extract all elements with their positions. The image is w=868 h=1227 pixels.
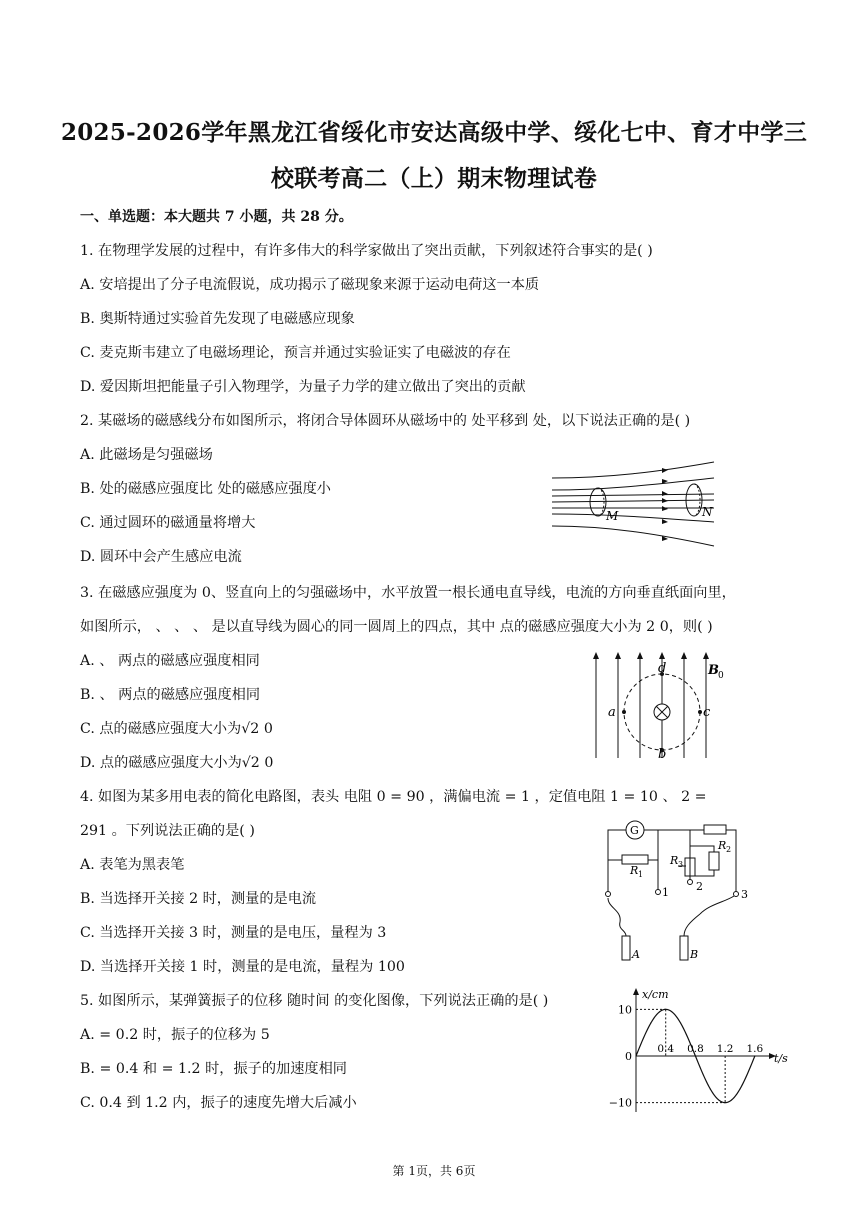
q2-option-d: D. 圆环中会产生感应电流 bbox=[80, 549, 242, 565]
q3-field-wire-figure bbox=[588, 650, 738, 760]
q3-stem-cont: 如图所示， 、 、 、 是以直导线为圆心的同一圆周上的四点，其中 点的磁感应强度大小为 2 0，则( ) bbox=[80, 619, 713, 635]
x-axis-label: t/s bbox=[774, 1052, 788, 1065]
q4-fig-label-probe-a: A bbox=[632, 948, 640, 961]
q4-fig-label-terminal-3: 3 bbox=[741, 888, 748, 901]
x-tick-label: 0.4 bbox=[657, 1043, 675, 1055]
x-tick-label: 0.8 bbox=[687, 1043, 704, 1055]
data-point bbox=[635, 1055, 636, 1056]
data-point bbox=[739, 1088, 740, 1089]
data-point bbox=[754, 1055, 755, 1056]
q3-fig-label-c: c bbox=[703, 705, 711, 720]
q4-fig-label-r1: R bbox=[630, 864, 639, 877]
q1-option-d: D. 爱因斯坦把能量子引入物理学，为量子力学的建立做出了突出的贡献 bbox=[80, 379, 526, 395]
q2-option-a: A. 此磁场是匀强磁场 bbox=[80, 447, 213, 463]
page-title-line1: 2025-2026学年黑龙江省绥化市安达高级中学、绥化七中、育才中学三 bbox=[60, 119, 808, 146]
data-point bbox=[680, 1022, 681, 1023]
q3-fig-label-a: a bbox=[608, 705, 616, 720]
q4-stem: 4. 如图为某多用电表的简化电路图，表头 电阻 0 = 90 ，满偏电流 = 1 ，定值电阻 1 = 10 、 2 = bbox=[80, 789, 707, 805]
page-title-line2: 校联考高二（上）期末物理试卷 bbox=[270, 165, 598, 192]
y-tick-label: 0 bbox=[625, 1050, 632, 1063]
q3-option-d: D. 点的磁感应强度大小为√2 0 bbox=[80, 755, 274, 771]
q2-option-c: C. 通过圆环的磁通量将增大 bbox=[80, 515, 256, 531]
data-point bbox=[695, 1055, 696, 1056]
q2-fig-label-m: M bbox=[606, 509, 619, 523]
q4-option-b: B. 当选择开关接 2 时，测量的是电流 bbox=[80, 891, 317, 907]
data-point bbox=[650, 1022, 651, 1023]
q3-option-b: B. 、 两点的磁感应强度相同 bbox=[80, 687, 261, 703]
q3-fig-label-b0: B bbox=[708, 663, 719, 678]
data-point bbox=[665, 1009, 666, 1010]
data-point bbox=[710, 1088, 711, 1089]
q5-option-a: A. = 0.2 时，振子的位移为 5 bbox=[80, 1027, 270, 1043]
q1-option-a: A. 安培提出了分子电流假说，成功揭示了磁现象来源于运动电荷这一本质 bbox=[80, 277, 540, 293]
q1-stem: 1. 在物理学发展的过程中，有许多伟大的科学家做出了突出贡献，下列叙述符合事实的是( ) bbox=[80, 243, 653, 259]
q2-fig-label-n: N bbox=[702, 505, 713, 519]
page-footer: 第 1页，共 6页 bbox=[392, 1164, 476, 1178]
q4-fig-label-terminal-2: 2 bbox=[696, 880, 703, 893]
q4-fig-label-g: G bbox=[630, 824, 639, 837]
q1-option-c: C. 麦克斯韦建立了电磁场理论，预言并通过实验证实了电磁波的存在 bbox=[80, 345, 511, 361]
data-point bbox=[725, 1102, 726, 1103]
x-tick-label: 1.2 bbox=[716, 1043, 734, 1055]
q3-stem: 3. 在磁感应强度为 0、竖直向上的匀强磁场中，水平放置一根长通电直导线，电流的方向垂直纸面向里， bbox=[80, 585, 736, 601]
x-tick-label: 1.6 bbox=[746, 1043, 764, 1055]
q3-fig-label-b: b bbox=[658, 747, 667, 762]
q3-option-c: C. 点的磁感应强度大小为√2 0 bbox=[80, 721, 273, 737]
y-axis-label: x/cm bbox=[642, 988, 669, 1001]
q4-fig-label-probe-b: B bbox=[690, 948, 699, 961]
q5-option-c: C. 0.4 到 1.2 内，振子的速度先增大后减小 bbox=[80, 1095, 357, 1111]
q4-fig-label-r1-sub: 1 bbox=[638, 870, 644, 879]
q4-fig-label-r3: R bbox=[670, 854, 679, 867]
q5-stem: 5. 如图所示，某弹簧振子的位移 随时间 的变化图像，下列说法正确的是( ) bbox=[80, 993, 549, 1009]
q3-fig-label-b0-sub: 0 bbox=[718, 671, 724, 681]
q2-stem: 2. 某磁场的磁感线分布如图所示，将闭合导体圆环从磁场中的 处平移到 处，以下说法正确的是( ) bbox=[80, 413, 691, 429]
y-tick-label: 10 bbox=[618, 1003, 632, 1017]
q2-option-b: B. 处的磁感应强度比 处的磁感应强度小 bbox=[80, 481, 331, 497]
q4-fig-label-terminal-1: 1 bbox=[662, 886, 669, 899]
q3-option-a: A. 、 两点的磁感应强度相同 bbox=[80, 653, 260, 669]
q4-option-c: C. 当选择开关接 3 时，测量的是电压，量程为 3 bbox=[80, 925, 387, 941]
y-tick-label: −10 bbox=[608, 1096, 632, 1110]
q5-option-b: B. = 0.4 和 = 1.2 时，振子的加速度相同 bbox=[80, 1061, 347, 1077]
q4-fig-label-r2: R bbox=[718, 839, 727, 852]
q2-field-lines-figure bbox=[548, 460, 716, 560]
y-axis-arrow bbox=[633, 988, 639, 995]
q4-circuit-figure bbox=[600, 818, 760, 968]
q3-fig-label-d: d bbox=[658, 661, 667, 676]
q4-option-d: D. 当选择开关接 1 时，测量的是电流，量程为 100 bbox=[80, 959, 405, 975]
q4-stem-cont: 291 。下列说法正确的是( ) bbox=[80, 823, 255, 839]
q1-option-b: B. 奥斯特通过实验首先发现了电磁感应现象 bbox=[80, 311, 355, 327]
q4-fig-label-r3-sub: 3 bbox=[678, 860, 684, 869]
q4-option-a: A. 表笔为黑表笔 bbox=[80, 857, 185, 873]
q5-displacement-time-chart bbox=[608, 986, 792, 1118]
section-header: 一、单选题：本大题共 7 小题，共 28 分。 bbox=[80, 209, 353, 225]
q4-fig-label-r2-sub: 2 bbox=[726, 845, 732, 854]
